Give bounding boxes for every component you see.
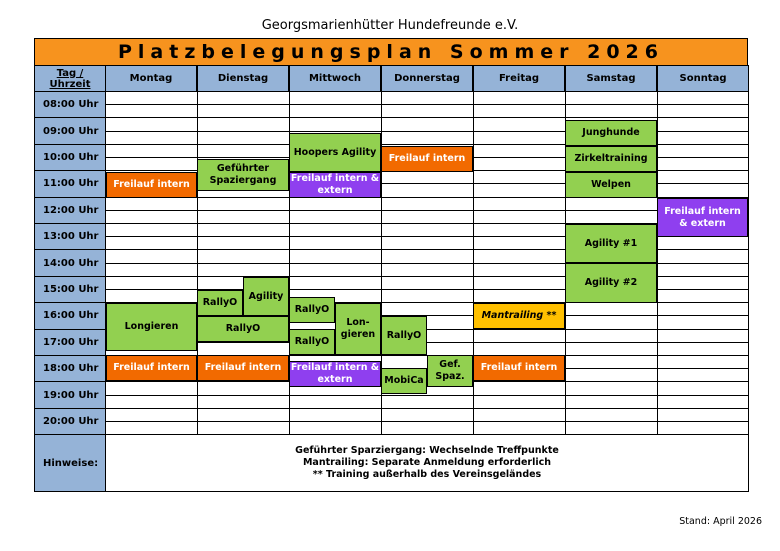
day-header-6: Sonntag bbox=[657, 65, 749, 92]
event-dienstag-rallyo-a: RallyO bbox=[197, 290, 243, 316]
plan-title: Platzbelegungsplan Sommer 2026 bbox=[34, 38, 748, 66]
event-dienstag-agility: Agility bbox=[243, 277, 289, 316]
time-label-6: 14:00 Uhr bbox=[34, 249, 106, 276]
event-samstag-junghunde: Junghunde bbox=[565, 120, 657, 146]
event-mittwoch-freilauf-18: Freilauf intern & extern bbox=[290, 362, 380, 385]
event-samstag-agility1: Agility #1 bbox=[565, 224, 657, 263]
time-label-9: 17:00 Uhr bbox=[34, 329, 106, 356]
hint-line: ** Training außerhalb des Vereinsgeländes bbox=[312, 469, 542, 480]
hint-line: Mantrailing: Separate Anmeldung erforderlich bbox=[302, 457, 552, 468]
event-donnerstag-gefspaz: Gef. Spaz. bbox=[427, 355, 473, 387]
event-mittwoch-rallyo-b: RallyO bbox=[289, 329, 335, 355]
grid-row-line bbox=[106, 421, 748, 422]
event-sonntag-freilauf: Freilauf intern & extern bbox=[657, 198, 748, 237]
time-label-3: 11:00 Uhr bbox=[34, 170, 106, 197]
event-dienstag-rallyo-b: RallyO bbox=[197, 316, 289, 342]
day-header-0: Montag bbox=[105, 65, 197, 92]
hints-label: Hinweise: bbox=[34, 434, 106, 492]
time-label-5: 13:00 Uhr bbox=[34, 223, 106, 250]
event-donnerstag-mobica: MobiCa bbox=[381, 368, 427, 394]
time-label-12: 20:00 Uhr bbox=[34, 408, 106, 435]
day-header-1: Dienstag bbox=[197, 65, 289, 92]
event-montag-freilauf-18: Freilauf intern bbox=[106, 355, 197, 381]
event-donnerstag-rallyo: RallyO bbox=[381, 316, 427, 355]
event-mittwoch-longieren: Lon- gieren bbox=[335, 303, 381, 355]
event-mittwoch-freilauf-11: Freilauf intern & extern bbox=[290, 173, 380, 196]
stand-date: Stand: April 2026 bbox=[679, 516, 762, 527]
grid-col-line bbox=[197, 91, 198, 435]
event-mittwoch-hoopers: Hoopers Agility bbox=[289, 133, 381, 172]
corner-header-line1: Tag / bbox=[56, 67, 84, 79]
day-header-3: Donnerstag bbox=[381, 65, 473, 92]
time-label-7: 15:00 Uhr bbox=[34, 276, 106, 303]
grid-col-line bbox=[657, 91, 658, 435]
hints-box bbox=[105, 434, 749, 492]
time-label-0: 08:00 Uhr bbox=[34, 91, 106, 118]
time-label-8: 16:00 Uhr bbox=[34, 302, 106, 329]
time-label-2: 10:00 Uhr bbox=[34, 144, 106, 171]
event-montag-longieren: Longieren bbox=[106, 303, 197, 351]
grid-row-line bbox=[106, 117, 748, 118]
event-samstag-welpen: Welpen bbox=[565, 172, 657, 198]
event-montag-freilauf-11: Freilauf intern bbox=[106, 172, 197, 198]
club-name: Georgsmarienhütter Hundefreunde e.V. bbox=[261, 18, 519, 33]
grid-row-line bbox=[106, 104, 748, 105]
event-donnerstag-freilauf-10: Freilauf intern bbox=[381, 146, 473, 172]
event-samstag-zirkeltraining: Zirkeltraining bbox=[565, 146, 657, 172]
corner-header-line2: Uhrzeit bbox=[49, 78, 91, 90]
event-mittwoch-rallyo-a: RallyO bbox=[289, 297, 335, 323]
event-freitag-mantrailing: Mantrailing ** bbox=[473, 303, 565, 329]
time-label-10: 18:00 Uhr bbox=[34, 355, 106, 382]
time-label-11: 19:00 Uhr bbox=[34, 381, 106, 408]
time-label-4: 12:00 Uhr bbox=[34, 197, 106, 224]
event-freitag-freilauf-18: Freilauf intern bbox=[473, 355, 565, 381]
day-header-5: Samstag bbox=[565, 65, 657, 92]
event-dienstag-spaziergang: Geführter Spaziergang bbox=[197, 159, 289, 191]
corner-header bbox=[34, 65, 106, 92]
grid-row-line bbox=[106, 408, 748, 409]
event-dienstag-freilauf-18: Freilauf intern bbox=[197, 355, 289, 381]
hint-line: Geführter Sparziergang: Wechselnde Treffpunkte bbox=[295, 445, 559, 456]
day-header-2: Mittwoch bbox=[289, 65, 381, 92]
grid-row-line bbox=[106, 210, 748, 211]
day-header-4: Freitag bbox=[473, 65, 565, 92]
time-label-1: 09:00 Uhr bbox=[34, 117, 106, 144]
grid-col-line bbox=[473, 91, 474, 435]
grid-row-line bbox=[106, 395, 748, 396]
event-samstag-agility2: Agility #2 bbox=[565, 263, 657, 303]
